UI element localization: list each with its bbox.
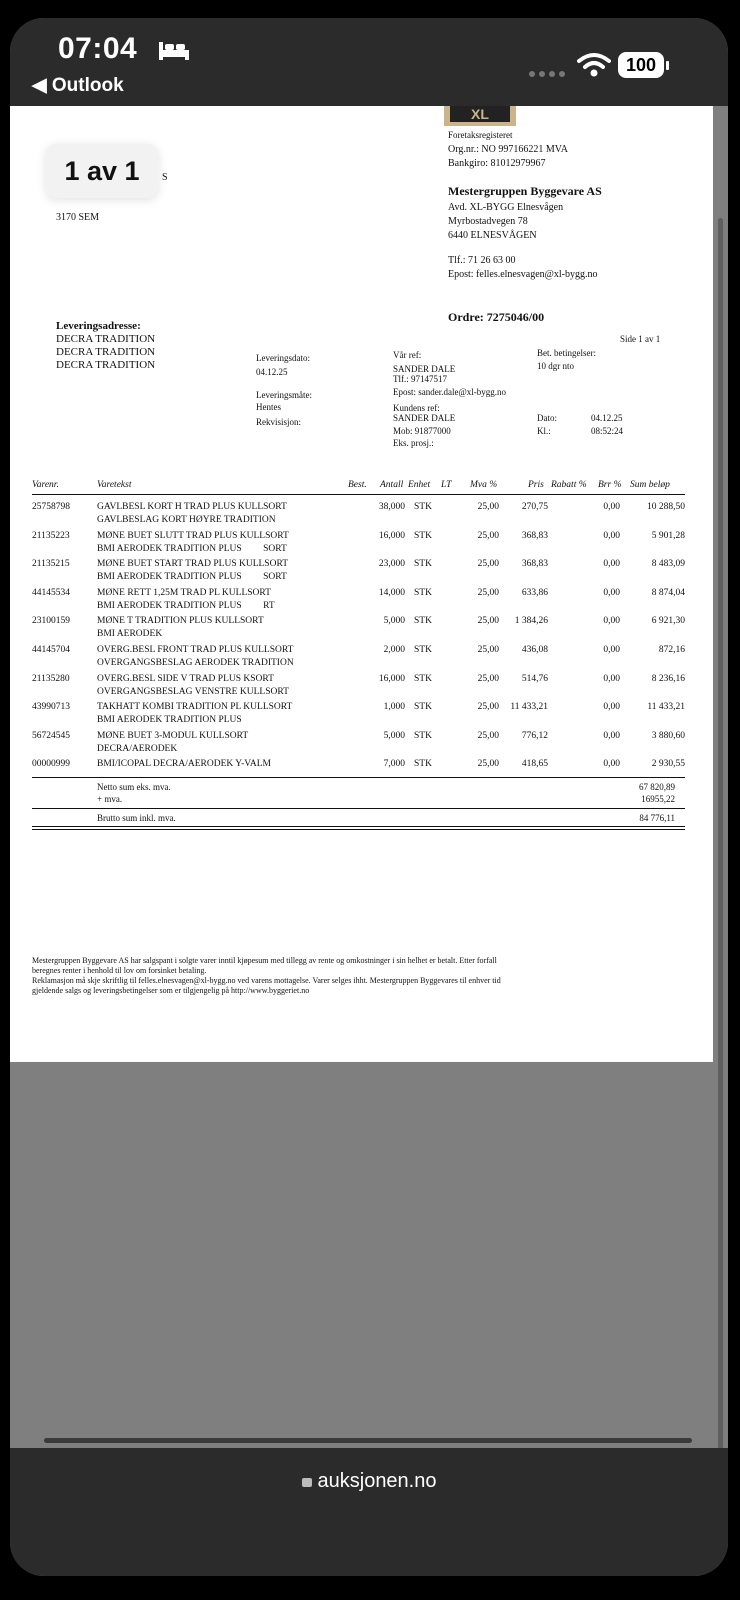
item-quantity: 38,000 — [378, 502, 405, 512]
pdf-document[interactable] — [10, 106, 713, 1062]
item-sum: 8 874,04 — [651, 587, 685, 598]
item-number: 21135280 — [32, 673, 70, 684]
item-vat: 25,00 — [477, 559, 499, 570]
item-text: OVERG.BESL FRONT TRAD PLUS KULLSORT — [97, 645, 294, 655]
seller-company: Mestergruppen Byggevare AS — [448, 184, 602, 198]
item-text: MØNE T TRADITION PLUS KULLSORT — [97, 616, 264, 627]
item-number: 25758798 — [32, 502, 70, 512]
item-number: 00000999 — [32, 759, 70, 770]
net-value: 67 820,89 — [639, 782, 675, 792]
item-price: 436,08 — [521, 645, 548, 655]
battery-level: 100 — [618, 52, 664, 78]
item-text-secondary: BMI AERODEK TRADITION PLUS SORT — [97, 543, 287, 554]
item-text-secondary: BMI AERODEK TRADITION PLUS SORT — [97, 572, 287, 583]
org-number: Org.nr.: NO 997166221 MVA — [448, 144, 568, 155]
item-sum: 6 921,30 — [651, 616, 685, 627]
item-vat: 25,00 — [477, 530, 499, 541]
item-text-secondary: OVERGANGSBESLAG VENSTRE KULLSORT — [97, 686, 289, 697]
seller-city: 6440 ELNESVÅGEN — [448, 230, 537, 241]
item-sum: 3 880,60 — [651, 730, 685, 741]
our-ref-phone: Tlf.: 97147517 — [393, 374, 447, 384]
item-brr: 0,00 — [603, 502, 620, 512]
item-price: 633,86 — [521, 587, 548, 598]
lock-icon — [302, 1478, 312, 1487]
date-label: Dato: — [537, 413, 557, 423]
gross-label: Brutto sum inkl. mva. — [97, 813, 176, 823]
delivery-line: DECRA TRADITION — [56, 333, 156, 345]
item-quantity: 1,000 — [383, 702, 405, 713]
item-vat: 25,00 — [477, 645, 499, 655]
back-label: Outlook — [51, 75, 124, 96]
item-unit: STK — [414, 673, 432, 684]
cust-ref-mob: Mob: 91877000 — [393, 426, 451, 436]
double-rule-bottom — [32, 829, 685, 830]
item-sum: 8 236,16 — [651, 673, 685, 684]
wifi-icon — [577, 52, 611, 78]
item-price: 514,76 — [521, 673, 548, 684]
item-text: MØNE RETT 1,25M TRAD PL KULLSORT — [97, 587, 271, 598]
customer-postal: 3170 SEM — [56, 212, 100, 223]
vertical-scrollbar[interactable] — [718, 218, 723, 1468]
item-quantity: 7,000 — [383, 759, 405, 770]
url-bar[interactable] — [10, 1470, 728, 1493]
seller-dept: Avd. XL-BYGG Elnesvågen — [448, 202, 564, 213]
table-row — [32, 645, 685, 673]
item-quantity: 16,000 — [378, 673, 405, 684]
item-unit: STK — [414, 616, 432, 627]
cellular-signal-icon — [528, 70, 566, 78]
footer-line: beregnes renter i henhold til lov om forsinket betaling. — [32, 966, 207, 975]
item-text-secondary: BMI AERODEK TRADITION PLUS — [97, 715, 242, 726]
item-price: 270,75 — [521, 502, 548, 512]
xl-bygg-logo: XL — [444, 106, 516, 126]
delivery-line: DECRA TRADITION — [56, 359, 156, 371]
time-value: 08:52:24 — [591, 426, 624, 436]
item-number: 44145534 — [32, 587, 70, 598]
registry-text: Foretaksregisteret — [448, 130, 513, 140]
delivery-heading: Leveringsadresse: — [56, 320, 141, 332]
item-brr: 0,00 — [603, 616, 620, 627]
item-sum: 11 433,21 — [647, 702, 685, 713]
item-text: MØNE BUET SLUTT TRAD PLUS KULLSORT — [97, 530, 289, 541]
table-row — [32, 616, 685, 644]
page-indicator-doc: Side 1 av 1 — [620, 334, 661, 344]
item-brr: 0,00 — [603, 673, 620, 684]
back-to-app-button[interactable] — [32, 74, 124, 97]
seller-email: Epost: felles.elnesvagen@xl-bygg.no — [448, 269, 598, 280]
item-number: 44145704 — [32, 645, 70, 655]
item-number: 21135223 — [32, 530, 70, 541]
item-unit: STK — [414, 587, 432, 598]
item-quantity: 23,000 — [378, 559, 405, 570]
table-row — [32, 559, 685, 587]
item-price: 1 384,26 — [514, 616, 548, 627]
delivery-date: 04.12.25 — [256, 367, 288, 377]
item-quantity: 5,000 — [383, 730, 405, 741]
item-number: 43990713 — [32, 702, 70, 713]
item-text: MØNE BUET 3-MODUL KULLSORT — [97, 730, 249, 741]
table-row — [32, 674, 685, 702]
totals-divider — [32, 777, 685, 778]
terms: 10 dgr nto — [537, 361, 574, 371]
item-sum: 8 483,09 — [651, 559, 685, 570]
battery-icon — [618, 52, 670, 80]
item-unit: STK — [414, 730, 432, 741]
item-quantity: 5,000 — [383, 616, 405, 627]
footer-line: gjeldende salgs og leveringsbetingelser som er tilgjengelig på http://www.byggeriet.no — [32, 986, 310, 995]
item-unit: STK — [414, 759, 432, 770]
delivery-date-label: Leveringsdato: — [256, 353, 310, 363]
back-triangle-icon: ◀ — [32, 75, 47, 96]
item-unit: STK — [414, 645, 432, 655]
item-quantity: 16,000 — [378, 530, 405, 541]
delivery-line: DECRA TRADITION — [56, 346, 156, 358]
sleep-focus-icon — [157, 40, 191, 62]
footer-line: Reklamasjon må skje skriftlig til felles.elnesvagen@xl-bygg.no ved varens mottagelse. Varer selges ihht. Mestergruppen Byggevares til enhver tid — [32, 976, 501, 985]
cust-ref-name: SANDER DALE — [393, 413, 456, 423]
item-text: MØNE BUET START TRAD PLUS KULLSORT — [97, 559, 289, 570]
item-unit: STK — [414, 559, 432, 570]
item-price: 368,83 — [521, 559, 548, 570]
our-ref-email: Epost: sander.dale@xl-bygg.no — [393, 387, 507, 397]
browser-bottom-bar — [10, 1448, 728, 1576]
item-text: OVERG.BESL SIDE V TRAD PLUS KSORT — [97, 673, 274, 684]
item-text-secondary: BMI AERODEK TRADITION PLUS RT — [97, 600, 275, 611]
vat-label: + mva. — [97, 794, 123, 804]
terms-label: Bet. betingelser: — [537, 348, 596, 358]
table-row — [32, 502, 685, 530]
double-rule-top — [32, 826, 685, 827]
item-text-secondary: GAVLBESLAG KORT HØYRE TRADITION — [97, 515, 276, 525]
footer-line: Mestergruppen Byggevare AS har salgspant i solgte varer inntil kjøpesum med tillegg av rente og omkostninger i sin helhet er betalt. Etter forfall — [32, 956, 497, 965]
item-vat: 25,00 — [477, 702, 499, 713]
seller-street: Myrbostadvegen 78 — [448, 216, 528, 227]
item-brr: 0,00 — [603, 587, 620, 598]
status-bar — [10, 18, 728, 106]
item-vat: 25,00 — [477, 730, 499, 741]
item-brr: 0,00 — [603, 702, 620, 713]
table-row — [32, 702, 685, 730]
table-row — [32, 531, 685, 559]
delivery-method-label: Leveringsmåte: — [256, 390, 312, 400]
project-label: Eks. prosj.: — [393, 438, 434, 448]
item-sum: 2 930,55 — [651, 759, 685, 770]
item-sum: 872,16 — [658, 645, 685, 655]
item-vat: 25,00 — [477, 587, 499, 598]
item-text-secondary: BMI AERODEK — [97, 629, 163, 640]
item-brr: 0,00 — [603, 759, 620, 770]
item-number: 56724545 — [32, 730, 70, 741]
bankgiro: Bankgiro: 81012979967 — [448, 158, 546, 169]
date-value: 04.12.25 — [591, 413, 623, 423]
item-number: 21135215 — [32, 559, 70, 570]
our-ref-name: SANDER DALE — [393, 364, 456, 374]
order-title: Ordre: 7275046/00 — [448, 310, 545, 324]
seller-phone: Tlf.: 71 26 63 00 — [448, 255, 516, 266]
vat-value: 16955,22 — [641, 794, 675, 804]
item-vat: 25,00 — [477, 673, 499, 684]
item-quantity: 14,000 — [378, 587, 405, 598]
net-label: Netto sum eks. mva. — [97, 782, 171, 792]
item-text-secondary: DECRA/AERODEK — [97, 743, 178, 754]
gross-divider — [32, 808, 685, 809]
requisition-label: Rekvisisjon: — [256, 417, 302, 427]
customer-name-fragment: S — [162, 172, 168, 183]
item-sum: 5 901,28 — [651, 530, 685, 541]
item-text: GAVLBESL KORT H TRAD PLUS KULLSORT — [97, 502, 287, 512]
table-header: Varenr. Varetekst Best. Antall Enhet LT Mva % Pris Rabatt % Brr % Sum beløp — [32, 480, 670, 490]
time-label: Kl.: — [537, 426, 551, 436]
our-ref-label: Vår ref: — [393, 350, 422, 360]
item-price: 418,65 — [521, 759, 548, 770]
cust-ref-label: Kundens ref: — [393, 403, 440, 413]
gross-value: 84 776,11 — [639, 813, 675, 823]
item-vat: 25,00 — [477, 759, 499, 770]
item-price: 368,83 — [521, 530, 548, 541]
item-text: BMI/ICOPAL DECRA/AERODEK Y-VALM — [97, 759, 272, 770]
clock: 07:04 — [58, 32, 138, 65]
item-price: 11 433,21 — [510, 702, 548, 713]
item-brr: 0,00 — [603, 645, 620, 655]
header-divider — [32, 494, 685, 495]
horizontal-scrollbar[interactable] — [44, 1438, 692, 1443]
delivery-method: Hentes — [256, 402, 281, 412]
item-brr: 0,00 — [603, 530, 620, 541]
url-text: auksjonen.no — [317, 1470, 437, 1492]
item-sum: 10 288,50 — [647, 502, 685, 512]
page-counter-badge: 1 av 1 — [46, 144, 158, 198]
item-price: 776,12 — [521, 730, 548, 741]
item-quantity: 2,000 — [383, 645, 405, 655]
item-unit: STK — [414, 702, 432, 713]
item-vat: 25,00 — [477, 502, 499, 512]
item-number: 23100159 — [32, 616, 70, 627]
item-brr: 0,00 — [603, 730, 620, 741]
table-row — [32, 731, 685, 759]
item-brr: 0,00 — [603, 559, 620, 570]
item-vat: 25,00 — [477, 616, 499, 627]
item-text-secondary: OVERGANGSBESLAG AERODEK TRADITION — [97, 658, 294, 668]
table-row — [32, 588, 685, 616]
phone-frame — [10, 18, 728, 1576]
item-unit: STK — [414, 502, 432, 512]
item-unit: STK — [414, 530, 432, 541]
item-text: TAKHATT KOMBI TRADITION PL KULLSORT — [97, 702, 293, 713]
